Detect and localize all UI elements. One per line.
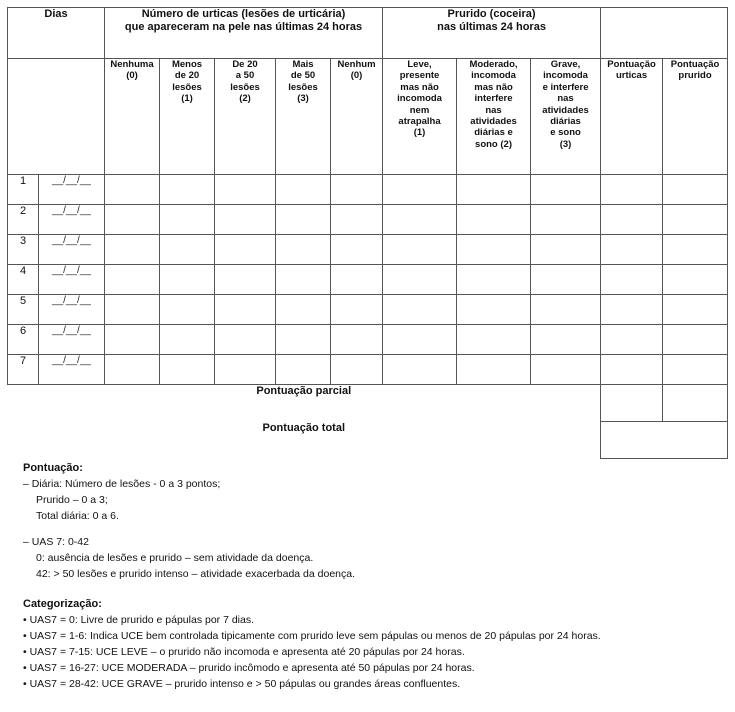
- score-cell[interactable]: [331, 235, 383, 265]
- prurido-col-header-2-line: incomoda: [543, 70, 588, 82]
- prurido-header-line2: nas últimas 24 horas: [437, 21, 546, 34]
- urticas-col-header-1-line: (1): [181, 93, 193, 105]
- uas7-table: [7, 7, 728, 459]
- score-cell[interactable]: [663, 265, 728, 295]
- score-cell[interactable]: [601, 205, 663, 235]
- score-cell[interactable]: [276, 325, 331, 355]
- score-cell[interactable]: [383, 175, 457, 205]
- score-cell[interactable]: [160, 265, 215, 295]
- score-header-blank: [601, 8, 728, 59]
- score-cell[interactable]: [331, 265, 383, 295]
- urticas-col-header-1-line: Menos: [171, 59, 203, 70]
- prurido-col-header-2-line: nas: [557, 93, 574, 105]
- day-date-field[interactable]: __/__/__: [39, 325, 105, 355]
- score-col-header-1-line: prurido: [678, 70, 712, 82]
- score-cell[interactable]: [276, 355, 331, 385]
- categorizacao-list: [23, 612, 723, 692]
- score-cell[interactable]: [276, 265, 331, 295]
- urticas-col-header-2-line: De 20: [232, 59, 258, 70]
- uas7-form: [7, 7, 727, 459]
- score-cell[interactable]: [601, 235, 663, 265]
- score-cell[interactable]: [215, 235, 276, 265]
- categorizacao-title: Categorização:: [23, 598, 102, 610]
- prurido-col-header-1-line: sono (2): [475, 138, 512, 150]
- score-cell[interactable]: [601, 295, 663, 325]
- prurido-col-header-1: [457, 59, 531, 175]
- partial-score-label: Pontuação parcial: [256, 385, 352, 397]
- score-cell[interactable]: [663, 325, 728, 355]
- urticas-col-header-3: [276, 59, 331, 175]
- prurido-col-header-2-line: e sono: [550, 127, 581, 139]
- day-date-field[interactable]: __/__/__: [39, 205, 105, 235]
- score-cell[interactable]: [531, 175, 601, 205]
- prurido-col-header-2-line: atividades: [542, 104, 589, 116]
- score-cell[interactable]: [105, 325, 160, 355]
- score-cell[interactable]: [276, 205, 331, 235]
- prurido-col-header-1-line: diárias e: [474, 127, 513, 139]
- total-score-field[interactable]: [601, 422, 728, 459]
- prurido-col-header-0-line: atrapalha: [398, 115, 441, 127]
- score-cell[interactable]: [331, 205, 383, 235]
- urticas-col-header-1: [160, 59, 215, 175]
- day-number: 5: [8, 295, 39, 325]
- urticas-col-header-0-line: Nenhuma: [110, 59, 154, 70]
- score-cell[interactable]: [383, 235, 457, 265]
- score-cell[interactable]: [383, 265, 457, 295]
- pontuacao-uas7: – UAS 7: 0-42: [23, 536, 89, 548]
- day-date-field[interactable]: __/__/__: [39, 265, 105, 295]
- score-cell[interactable]: [383, 325, 457, 355]
- urticas-col-header-2-line: (2): [239, 93, 251, 105]
- day-row: [8, 265, 728, 295]
- score-cell[interactable]: [105, 265, 160, 295]
- score-cell[interactable]: [215, 355, 276, 385]
- pontuacao-uas7-min: 0: ausência de lesões e prurido – sem atividade da doença.: [36, 552, 314, 564]
- day-row: [8, 235, 728, 265]
- score-cell[interactable]: [160, 205, 215, 235]
- prurido-col-header-1-line: interfere: [474, 93, 513, 105]
- score-cell[interactable]: [105, 235, 160, 265]
- day-date-field[interactable]: __/__/__: [39, 235, 105, 265]
- urticas-col-header-3-line: de 50: [290, 70, 316, 82]
- score-cell[interactable]: [383, 205, 457, 235]
- score-cell[interactable]: [457, 235, 531, 265]
- categorizacao-item: • UAS7 = 0: Livre de prurido e pápulas por 7 dias.: [23, 614, 255, 626]
- prurido-col-header-2-line: e interfere: [542, 81, 589, 93]
- spacer: [23, 582, 723, 596]
- urticas-header: [105, 8, 383, 59]
- urticas-col-header-2: [215, 59, 276, 175]
- prurido-col-header-1-line: mas não: [474, 81, 513, 93]
- urticas-col-header-3-line: lesões: [288, 81, 318, 93]
- score-cell[interactable]: [160, 175, 215, 205]
- score-col-header-1-line: Pontuação: [670, 59, 720, 70]
- score-col-header-1: [663, 59, 728, 175]
- score-cell[interactable]: [160, 295, 215, 325]
- prurido-col-header-1-line: atividades: [470, 115, 517, 127]
- urticas-col-header-3-line: (3): [297, 93, 309, 105]
- day-number: 2: [8, 205, 39, 235]
- day-date-field[interactable]: __/__/__: [39, 355, 105, 385]
- score-cell[interactable]: [215, 265, 276, 295]
- day-date-field[interactable]: __/__/__: [39, 175, 105, 205]
- prurido-col-header-0-line: nem: [409, 104, 430, 116]
- score-cell[interactable]: [331, 295, 383, 325]
- day-row: [8, 295, 728, 325]
- day-number: 6: [8, 325, 39, 355]
- spacer: [23, 524, 723, 534]
- categorizacao-item: • UAS7 = 7-15: UCE LEVE – o prurido não incomoda e apresenta até 20 pápulas por 24 horas.: [23, 646, 465, 658]
- score-cell[interactable]: [383, 355, 457, 385]
- urticas-col-header-2-line: lesões: [230, 81, 260, 93]
- prurido-col-header-0: [383, 59, 457, 175]
- score-cell[interactable]: [663, 235, 728, 265]
- categorizacao-item: • UAS7 = 28-42: UCE GRAVE – prurido intenso e > 50 pápulas ou grandes áreas confluentes.: [23, 678, 461, 690]
- score-cell[interactable]: [601, 325, 663, 355]
- categorizacao-item: • UAS7 = 1-6: Indica UCE bem controlada tipicamente com prurido leve sem pápulas ou menos de 20 pápulas por 24 horas.: [23, 630, 601, 642]
- urticas-col-header-1-line: de 20: [174, 70, 200, 82]
- prurido-col-header-0-line: mas não: [400, 81, 439, 93]
- score-cell[interactable]: [601, 355, 663, 385]
- score-col-header-0-line: Pontuação: [607, 59, 656, 70]
- score-cell[interactable]: [457, 325, 531, 355]
- urticas-col-header-4-line: (0): [350, 70, 363, 82]
- urticas-header-line1: Número de urticas (lesões de urticária): [141, 8, 346, 20]
- prurido-col-header-1-line: incomoda: [471, 70, 516, 82]
- score-cell[interactable]: [663, 205, 728, 235]
- score-cell[interactable]: [663, 175, 728, 205]
- score-cell[interactable]: [105, 205, 160, 235]
- pontuacao-diaria: – Diária: Número de lesões - 0 a 3 pontos;: [23, 478, 221, 490]
- total-score-label: Pontuação total: [262, 421, 346, 434]
- day-number: 1: [8, 175, 39, 205]
- prurido-col-header-2-line: Grave,: [550, 59, 581, 70]
- day-number: 3: [8, 235, 39, 265]
- prurido-col-header-1-line: nas: [485, 104, 502, 116]
- pontuacao-prurido: Prurido – 0 a 3;: [36, 494, 108, 506]
- prurido-col-header-1-line: Moderado,: [469, 59, 518, 70]
- urticas-col-header-0: [105, 59, 160, 175]
- day-date-field[interactable]: __/__/__: [39, 295, 105, 325]
- score-cell[interactable]: [276, 295, 331, 325]
- score-cell[interactable]: [457, 205, 531, 235]
- score-cell[interactable]: [531, 355, 601, 385]
- score-cell[interactable]: [276, 175, 331, 205]
- score-cell[interactable]: [531, 205, 601, 235]
- day-row: [8, 355, 728, 385]
- score-cell[interactable]: [457, 355, 531, 385]
- day-row: [8, 325, 728, 355]
- score-cell[interactable]: [160, 355, 215, 385]
- day-row: [8, 205, 728, 235]
- urticas-col-header-2-line: a 50: [235, 70, 255, 82]
- prurido-col-header-0-line: incomoda: [397, 93, 442, 105]
- score-cell[interactable]: [105, 295, 160, 325]
- day-row: [8, 175, 728, 205]
- urticas-col-header-0-line: (0): [126, 70, 138, 82]
- prurido-col-header-2: [531, 59, 601, 175]
- pontuacao-uas7-max: 42: > 50 lesões e prurido intenso – atividade exacerbada da doença.: [36, 568, 356, 580]
- score-cell[interactable]: [531, 235, 601, 265]
- score-cell[interactable]: [457, 175, 531, 205]
- dias-subheader-blank: [8, 59, 105, 175]
- score-cell[interactable]: [215, 175, 276, 205]
- score-cell[interactable]: [457, 265, 531, 295]
- score-cell[interactable]: [105, 355, 160, 385]
- notes-section: [23, 460, 723, 692]
- partial-score-prurido[interactable]: [663, 385, 728, 422]
- prurido-col-header-2-line: diárias: [550, 115, 581, 127]
- pontuacao-total-diaria: Total diária: 0 a 6.: [36, 510, 119, 522]
- score-cell[interactable]: [383, 295, 457, 325]
- score-cell[interactable]: [331, 325, 383, 355]
- prurido-col-header-0-line: (1): [413, 127, 426, 139]
- prurido-header: [383, 8, 601, 59]
- score-cell[interactable]: [160, 325, 215, 355]
- prurido-header-line1: Prurido (coceira): [447, 8, 536, 20]
- score-cell[interactable]: [160, 235, 215, 265]
- score-cell[interactable]: [601, 175, 663, 205]
- urticas-col-header-4-line: Nenhum: [337, 59, 376, 70]
- prurido-col-header-0-line: Leve,: [407, 59, 432, 70]
- score-cell[interactable]: [276, 235, 331, 265]
- dias-header: Dias: [8, 8, 105, 59]
- score-cell[interactable]: [105, 175, 160, 205]
- score-col-header-0-line: urticas: [615, 70, 648, 82]
- score-cell[interactable]: [215, 205, 276, 235]
- urticas-col-header-1-line: lesões: [172, 81, 202, 93]
- urticas-col-header-4: [331, 59, 383, 175]
- urticas-col-header-3-line: Mais: [292, 59, 314, 70]
- prurido-col-header-2-line: (3): [559, 138, 572, 150]
- score-col-header-0: [601, 59, 663, 175]
- score-cell[interactable]: [531, 265, 601, 295]
- urticas-header-line2: que apareceram na pele nas últimas 24 horas: [124, 21, 363, 34]
- partial-score-urticas[interactable]: [601, 385, 663, 422]
- score-cell[interactable]: [531, 325, 601, 355]
- score-cell[interactable]: [531, 295, 601, 325]
- score-cell[interactable]: [215, 295, 276, 325]
- score-cell[interactable]: [457, 295, 531, 325]
- day-number: 4: [8, 265, 39, 295]
- prurido-col-header-0-line: presente: [399, 70, 440, 82]
- score-cell[interactable]: [663, 295, 728, 325]
- categorizacao-item: • UAS7 = 16-27: UCE MODERADA – prurido incômodo e apresenta até 50 pápulas por 24 horas.: [23, 662, 475, 674]
- pontuacao-title: Pontuação:: [23, 462, 83, 474]
- score-cell[interactable]: [663, 355, 728, 385]
- score-cell[interactable]: [331, 355, 383, 385]
- score-cell[interactable]: [601, 265, 663, 295]
- score-cell[interactable]: [215, 325, 276, 355]
- day-number: 7: [8, 355, 39, 385]
- score-cell[interactable]: [331, 175, 383, 205]
